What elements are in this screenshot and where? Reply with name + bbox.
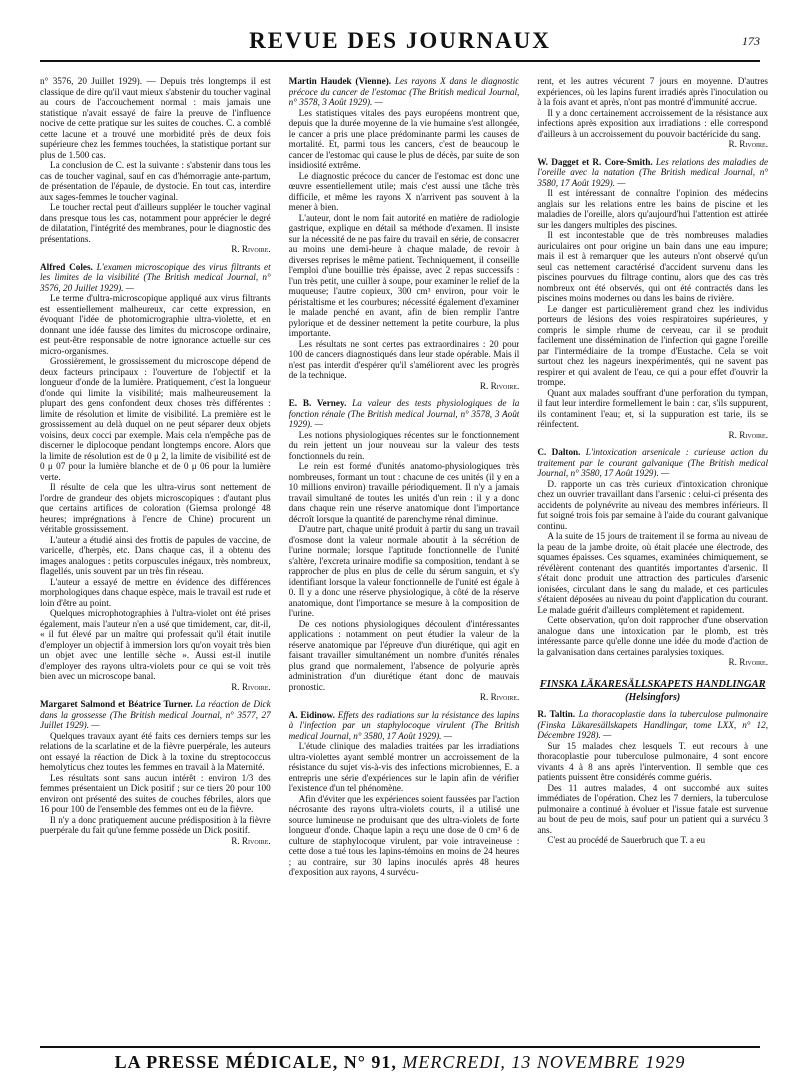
footer-date: MERCREDI, 13 NOVEMBRE 1929 xyxy=(402,1052,686,1072)
article-paragraph: D. rapporte un cas très curieux d'intoxication chronique chez un ouvrier travaillant dans l'arsenic : celui-ci présenta des accidents de polynévrite au niveau des membres inférieurs. Il fut soigné trois fois par semaine à l'aide du courant galvanique continu. xyxy=(537,478,769,531)
article-source: (The British medical Journal, n° 3580, 17 Août 1929). — xyxy=(537,457,769,478)
article-paragraph: D'autre part, chaque unité produit à partir du sang un travail d'osmose dont la valeur normale aboutit à la sécrétion de l'urine normale; lorsque l'aptitude fonctionnelle de l'unité s'altère, l'excreta urinaire modifie sa composition, tendant à se rapprocher de plus en plus de celle du sérum sanguin, et s'y identifiant lorsque la valeur fonctionnelle de l'unité est égale à 0. Il y a donc une réserve physiologique, à côté de la réserve anatomique, dont l'importance se mesure à la composition de l'urine. xyxy=(288,524,520,618)
section-subheading: (Helsingfors) xyxy=(625,691,681,703)
article-heading xyxy=(537,709,768,741)
article-signature: R. Rivoire. xyxy=(728,139,769,149)
article-signature: R. Rivoire. xyxy=(231,835,271,846)
article-paragraph: Cette observation, qu'on doit rapprocher d'une observation analogue dans une intoxication par le plomb, est très intéressante parce qu'elle donne une idée du mode d'action de la galvanisation dans certaines paralysies toxiques. xyxy=(537,615,769,657)
article-paragraph: Les résultats sont sans aucun intérêt : environ 1/3 des femmes présentaient un Dick positif ; sur ce tiers 20 pour 100 environ ont présenté des suites de couches fébriles, alors que 16 pour 100 de l'ensemble des femmes ont eu de la fièvre. xyxy=(40,772,271,814)
article xyxy=(289,398,520,703)
page-header xyxy=(40,28,760,62)
article xyxy=(40,76,271,255)
article-author: Martin Haudek (Vienne). xyxy=(288,76,392,86)
article-title: Effets des radiations sur la résistance des lapins à l'infection par un staphylocoque virulent xyxy=(288,709,520,730)
article-source: (Finska Läkaresällskapets Handlingar, tome LXX, n° 12, Décembre 1928). — xyxy=(537,719,769,740)
column-right xyxy=(537,76,768,1036)
article xyxy=(289,710,520,878)
article xyxy=(289,76,520,391)
column-middle xyxy=(289,76,520,1036)
article-author: A. Eidinow. xyxy=(288,709,335,720)
article-author: E. B. Verney. xyxy=(288,398,347,408)
article-paragraph: Les statistiques vitales des pays européens montrent que, depuis que la durée moyenne de la vie humaine s'est allongée, le cancer a pris une place prédominante parmi les causes de mortalité. Et, parmi tous les cancers, c'est de beaucoup le cancer de l'estomac qui cause le plus de décès, par suite de son insidiosité extrême. xyxy=(288,107,520,170)
article-signature: R. Rivoire. xyxy=(231,681,271,692)
article-paragraph: Le diagnostic précoce du cancer de l'estomac est donc une œuvre essentiellement utile; mais c'est aussi une tâche très difficile, et même les rayons X n'arrivent pas souvent à la mener à bien. xyxy=(288,170,520,212)
article-paragraph: Il résulte de cela que les ultra-virus sont nettement de l'ordre de grandeur des objets microscopiques : d'autant plus que certains artifices de coloration (Giemsa prolongé 48 heures; imprégnations à l'encre de Chine) procurent un véritable grossissement. xyxy=(40,482,271,534)
article-paragraph: Le rein est formé d'unités anatomo-physiologiques très nombreuses, formant un tout : chacune de ces unités (il y en a 10 millions environ) travaille périodiquement. Il n'y a jamais travail simultané de toutes les unités d'un rein : il y a donc dans chaque rein une réserve anatomique dont l'importance décroît lorsque la quantité de parenchyme rénal diminue. xyxy=(288,461,520,524)
article-paragraph: Quelques travaux ayant été faits ces derniers temps sur les relations de la scarlatine et de la fièvre puerpérale, les auteurs ont essayé la réaction de Dick à la toxine du streptococcus hemolyticus chez toutes les femmes en travail à la Maternité. xyxy=(40,730,271,772)
article-author: Margaret Salmond et Béatrice Turner. xyxy=(40,699,193,709)
article-paragraph: L'auteur, dont le nom fait autorité en matière de radiologie gastrique, explique en détail sa méthode d'examen. Il insiste sur la nécessité de ne pas faire du travail en série, de consacrer au moins une demi-heure à chaque malade, de revoir à diverses reprises le même patient. Techniquement, il conseille l'emploi d'une bouillie très épaisse, avec 2 repas successifs : l'un très petit, une cuiller à soupe, pour examiner le relief de la muqueuse; l'autre copieux, 300 cm³ environ, pour voir le péristaltisme et les courbures; nécessité également d'examiner le malade penché en avant, afin de bien remplir l'antre pylorique et de dessiner nettement la petite courbure, la plus importante. xyxy=(288,212,520,338)
article-paragraph: n° 3576, 20 Juillet 1929). — Depuis très longtemps il est classique de dire qu'il vaut mieux s'abstenir du toucher vaginal au cours de l'accouchement normal : mais jamais une statistique n'avait essayé de faire la preuve de l'influence nocive de cette pratique sur les suites de couches. C. a comblé cette lacune et a trouvé une morbidité près de deux fois supérieure chez les femmes touchées, la statistique portant sur plus de 1.500 cas. xyxy=(40,76,271,160)
column-left xyxy=(40,76,271,1036)
article-heading xyxy=(289,710,520,742)
article-paragraph: Grossièrement, le grossissement du microscope dépend de deux facteurs principaux : l'ouverture de l'objectif et la longueur d'onde de la lumière. Pratiquement, c'est la longueur d'onde qui limite la visibilité; mais malheureusement la plupart des gens confondent deux choses très différentes : limite de résolution et limite de visibilité. La première est le grossissement au delà duquel on ne peut séparer deux objets voisins, deux cocci par exemple. Mais cela n'empêche pas de discerner le diplocoque pendant longtemps encore. Alors que la limite de résolution est de 0 μ 2, la limite de visibilité est de 0 μ 07 pour la lumière blanche et de 0 μ 06 pour la lumière verte. xyxy=(40,356,271,482)
article-signature: R. Rivoire. xyxy=(231,244,271,254)
article-heading xyxy=(537,447,768,479)
article-paragraph: Quelques microphotographies à l'ultra-violet ont été prises également, mais l'auteur n'en a usé que timidement, car, dit-il, « il fut élevé par un maître qui professait qu'il était inutile d'employer un objectif à immersion lors qu'on voyait très bien un objet avec une lentille sèche ». Aussi est-il inutile d'employer des rayons ultra-violets pour ce qui se voit très bien avec un microscope banal. xyxy=(40,608,271,681)
article-author: C. Dalton. xyxy=(537,447,581,457)
article xyxy=(40,262,271,693)
journal-section-title: REVUE DES JOURNAUX xyxy=(249,28,551,53)
article-source: (The British medical Journal, n° 3578, 3 Août 1929). — xyxy=(288,408,520,429)
page-number: 173 xyxy=(742,34,760,48)
article-author: R. Taltin. xyxy=(537,709,576,719)
article-paragraph: C'est au procédé de Sauerbruch que T. a eu xyxy=(547,835,706,845)
article-signature: R. Rivoire. xyxy=(728,657,769,667)
article-paragraph: L'étude clinique des maladies traitées par les irradiations ultra-violettes ayant semblé montrer un accroissement de la résistance du sujet vis-à-vis des infections microbiennes, E. a entrepris une série d'expériences sur le lapin afin de vérifier l'existence d'un tel phénomène. xyxy=(288,741,520,793)
article-signature: R. Rivoire. xyxy=(479,692,520,702)
article-paragraph: La conclusion de C. est la suivante : s'abstenir dans tous les cas de toucher vaginal, sauf en cas d'hémorragie ante-partum, de présentation de l'épaule, de dystocie. En tout cas, interdire aux sages-femmes le toucher vaginal. xyxy=(40,160,271,202)
article xyxy=(537,709,768,846)
article-paragraph: Quant aux malades souffrant d'une perforation du tympan, il faut leur interdire formellement le bain : car, s'ils suppurent, ils contaminent l'eau; et, si la suppuration est tarie, ils se réinfectent. xyxy=(537,387,769,429)
article-paragraph: L'auteur a essayé de mettre en évidence des différences morphologiques dans chaque espèce, mais le travail est rude et loin d'être au point. xyxy=(40,576,271,608)
article-heading xyxy=(537,157,768,189)
article-paragraph: Afin d'éviter que les expériences soient faussées par l'action nécrosante des rayons ultra-violets courts, il a utilisé une source lumineuse ne produisant que des ultra-violets de forte longueur d'onde. Chaque lapin a reçu une dose de 0 cm³ 6 de culture de staphylocoque virulent, par voie intraveineuse : cette dose a tué tous les lapins-témoins en moins de 24 heures ; au contraire, sur 30 lapins inoculés après 48 heures d'exposition aux rayons, 4 survécu- xyxy=(288,793,520,877)
article-source: (The British medical Journal, n° 3580, 17 Août 1929). — xyxy=(288,720,520,741)
article-source: (The British medical Journal, n° 3578, 3 Août 1929). — xyxy=(288,86,520,107)
article-author: W. Dagget et R. Core-Smith. xyxy=(537,156,653,167)
article-title: L'intoxication arsenicale : curieuse action du traitement par le courant galvanique xyxy=(537,447,769,468)
article-signature: R. Rivoire. xyxy=(479,380,520,391)
article-paragraph: Les résultats ne sont certes pas extraordinaires : 20 pour 100 de cancers diagnostiqués dans leur stade opérable. Mais il n'est pas interdit d'espérer qu'il s'améliorent avec les progrès de la technique. xyxy=(288,338,520,380)
article-paragraph: Il est incontestable que de très nombreuses maladies auriculaires ont pour origine un bain dans une eau impure; mais il est à remarquer que les auteurs n'ont observé qu'un seul cas nettement caractérisé d'accident survenu dans les piscines pourvues du filtrage continu, alors que des cas très nombreux ont été observés, qui ont été contractés dans les piscines moins modernes ou dans les bains de rivière. xyxy=(537,230,769,303)
article-source: (The British medical Journal, n° 3580, 17 Août 1929). — xyxy=(537,167,769,188)
article-title: La thoracoplastie dans la tuberculose pulmonaire xyxy=(578,709,769,719)
article-paragraph: Sur 15 malades chez lesquels T. eut recours à une thoracoplastie pour tuberculose pulmonaire, 4 sont encore vivants 4 à 8 ans après l'intervention. Il semble que ces patients puissent être considérés comme guéris. xyxy=(537,740,769,782)
article-paragraph: Les notions physiologiques récentes sur le fonctionnement du rein jettent un jour nouveau sur la valeur des tests fonctionnels du rein. xyxy=(288,429,520,461)
footer-issue: N° 91, xyxy=(343,1052,397,1072)
footer-journal: LA PRESSE MÉDICALE, xyxy=(114,1052,339,1072)
article-paragraph: rent, et les autres vécurent 7 jours en moyenne. D'autres expériences, où les lapins furent irradiés après l'inoculation ou à la fois avant et après, n'ont pas montré d'immunité accrue. xyxy=(537,76,769,107)
article-paragraph: Il y a donc certainement accroissement de la résistance aux infections après exposition aux irradiations : elle correspond d'ailleurs à un accroissement du pouvoir bactéricide du sang. xyxy=(537,107,769,139)
page-footer xyxy=(40,1046,760,1073)
article-heading xyxy=(40,262,271,294)
article-paragraph: Le danger est particulièrement grand chez les individus porteurs de lésions des voies respiratoires supérieures, y compris le simple rhume de cerveau, car il se produit facilement une dissémination de l'infection qui gagne l'oreille par l'intermédiaire de la trompe d'Eustache. Cela se voit surtout chez les nageurs inexpérimentés, qui ne savent pas respirer et qui avalent de l'eau, ce qui a pour effet d'ouvrir la trompe. xyxy=(537,303,769,387)
article-heading xyxy=(289,76,520,108)
article-paragraph: Des 11 autres malades, 4 ont succombé aux suites immédiates de l'opération. Chez les 7 derniers, la tuberculose pulmonaire a continué à évoluer et l'issue fatale est survenue au bout de peu de mois, sauf pour un patient qui a survécu 3 ans. xyxy=(537,782,769,835)
article-title: Les rayons X dans le diagnostic précoce du cancer de l'estomac xyxy=(288,76,520,97)
article-title: Les relations des maladies de l'oreille avec la natation xyxy=(537,156,769,177)
column-right-articles xyxy=(537,76,768,668)
section-heading: FINSKA LÄKARESÄLLSKAPETS HANDLINGAR xyxy=(539,678,766,690)
article-heading xyxy=(289,398,520,430)
article xyxy=(537,157,768,441)
article-paragraph: Le toucher rectal peut d'ailleurs suppléer le toucher vaginal dans presque tous les cas, notamment pour apprécier le degré de dilatation, l'intégrité des membranes, pour le diagnostic des présentations. xyxy=(40,202,271,244)
article-title: La valeur des tests physiologiques de la fonction rénale xyxy=(288,398,520,419)
article-title: La réaction de Dick dans la grossesse xyxy=(40,699,271,720)
article-source: (The British medical Journal, n° 3577, 27 Juillet 1929). — xyxy=(40,709,271,730)
article-paragraph: Le terme d'ultra-microscopique appliqué aux virus filtrants est essentiellement malheureux, car cette expression, en évoquant l'idée de photomicrographie ultra-violette, et en donnant une idée fausse des limites du microscope ordinaire, est peut-être responsable de notre ignorance actuelle sur ces micro-organismes. xyxy=(40,293,271,356)
article-author: Alfred Coles. xyxy=(40,261,93,272)
article-paragraph: De ces notions physiologiques découlent d'intéressantes applications : notamment on peut étudier la valeur de la réserve anatomique par l'épreuve d'un diurétique, qui agit en faisant travailler simultanément un nombre d'unités rénales plus grand que normalement, l'absence de polyurie après administration d'un diurétique étant donc de mauvais pronostic. xyxy=(288,618,520,692)
article xyxy=(40,699,271,846)
article-columns xyxy=(40,76,768,1036)
article-heading xyxy=(40,699,271,731)
article-paragraph: A la suite de 15 jours de traitement il se forma au niveau de la peau de la jambe droite, où était placée une électrode, des squames épaisses. Ces squames, examinées chimiquement, se révélèrent contenant des quantités importantes d'arsenic. Il s'était donc produit une attraction des particules d'arsenic ionisées, circulant dans le sang du malade, et ces particules s'étaient déposées au niveau du point d'application du courant. Le malade guérit d'ailleurs complètement et rapidement. xyxy=(537,531,769,615)
article xyxy=(537,76,768,150)
article-paragraph: L'auteur a étudié ainsi des frottis de papules de vaccine, de varicelle, d'herpès, etc. Dans chaque cas, il a obtenu des images analogues : petits corpuscules inégaux, très nombreux, flagellés, unis souvent par un très fin réseau. xyxy=(40,534,271,576)
article-signature: R. Rivoire. xyxy=(728,429,769,440)
article-paragraph: Il n'y a donc pratiquement aucune prédisposition à la fièvre puerpérale du fait qu'une femme possède un Dick positif. xyxy=(40,814,271,835)
article-title: L'examen microscopique des virus filtrants et les limites de la visibilité xyxy=(40,261,271,282)
article-paragraph: Il est intéressant de connaître l'opinion des médecins anglais sur les relations entre les bains de piscine et les maladies de l'oreille, alors qu'aujourd'hui l'attention est attirée sur les dangers multiples des piscines. xyxy=(537,188,769,230)
article xyxy=(537,447,768,668)
article-source: (The British medical Journal, n° 3576, 20 Juillet 1929). — xyxy=(40,272,271,293)
